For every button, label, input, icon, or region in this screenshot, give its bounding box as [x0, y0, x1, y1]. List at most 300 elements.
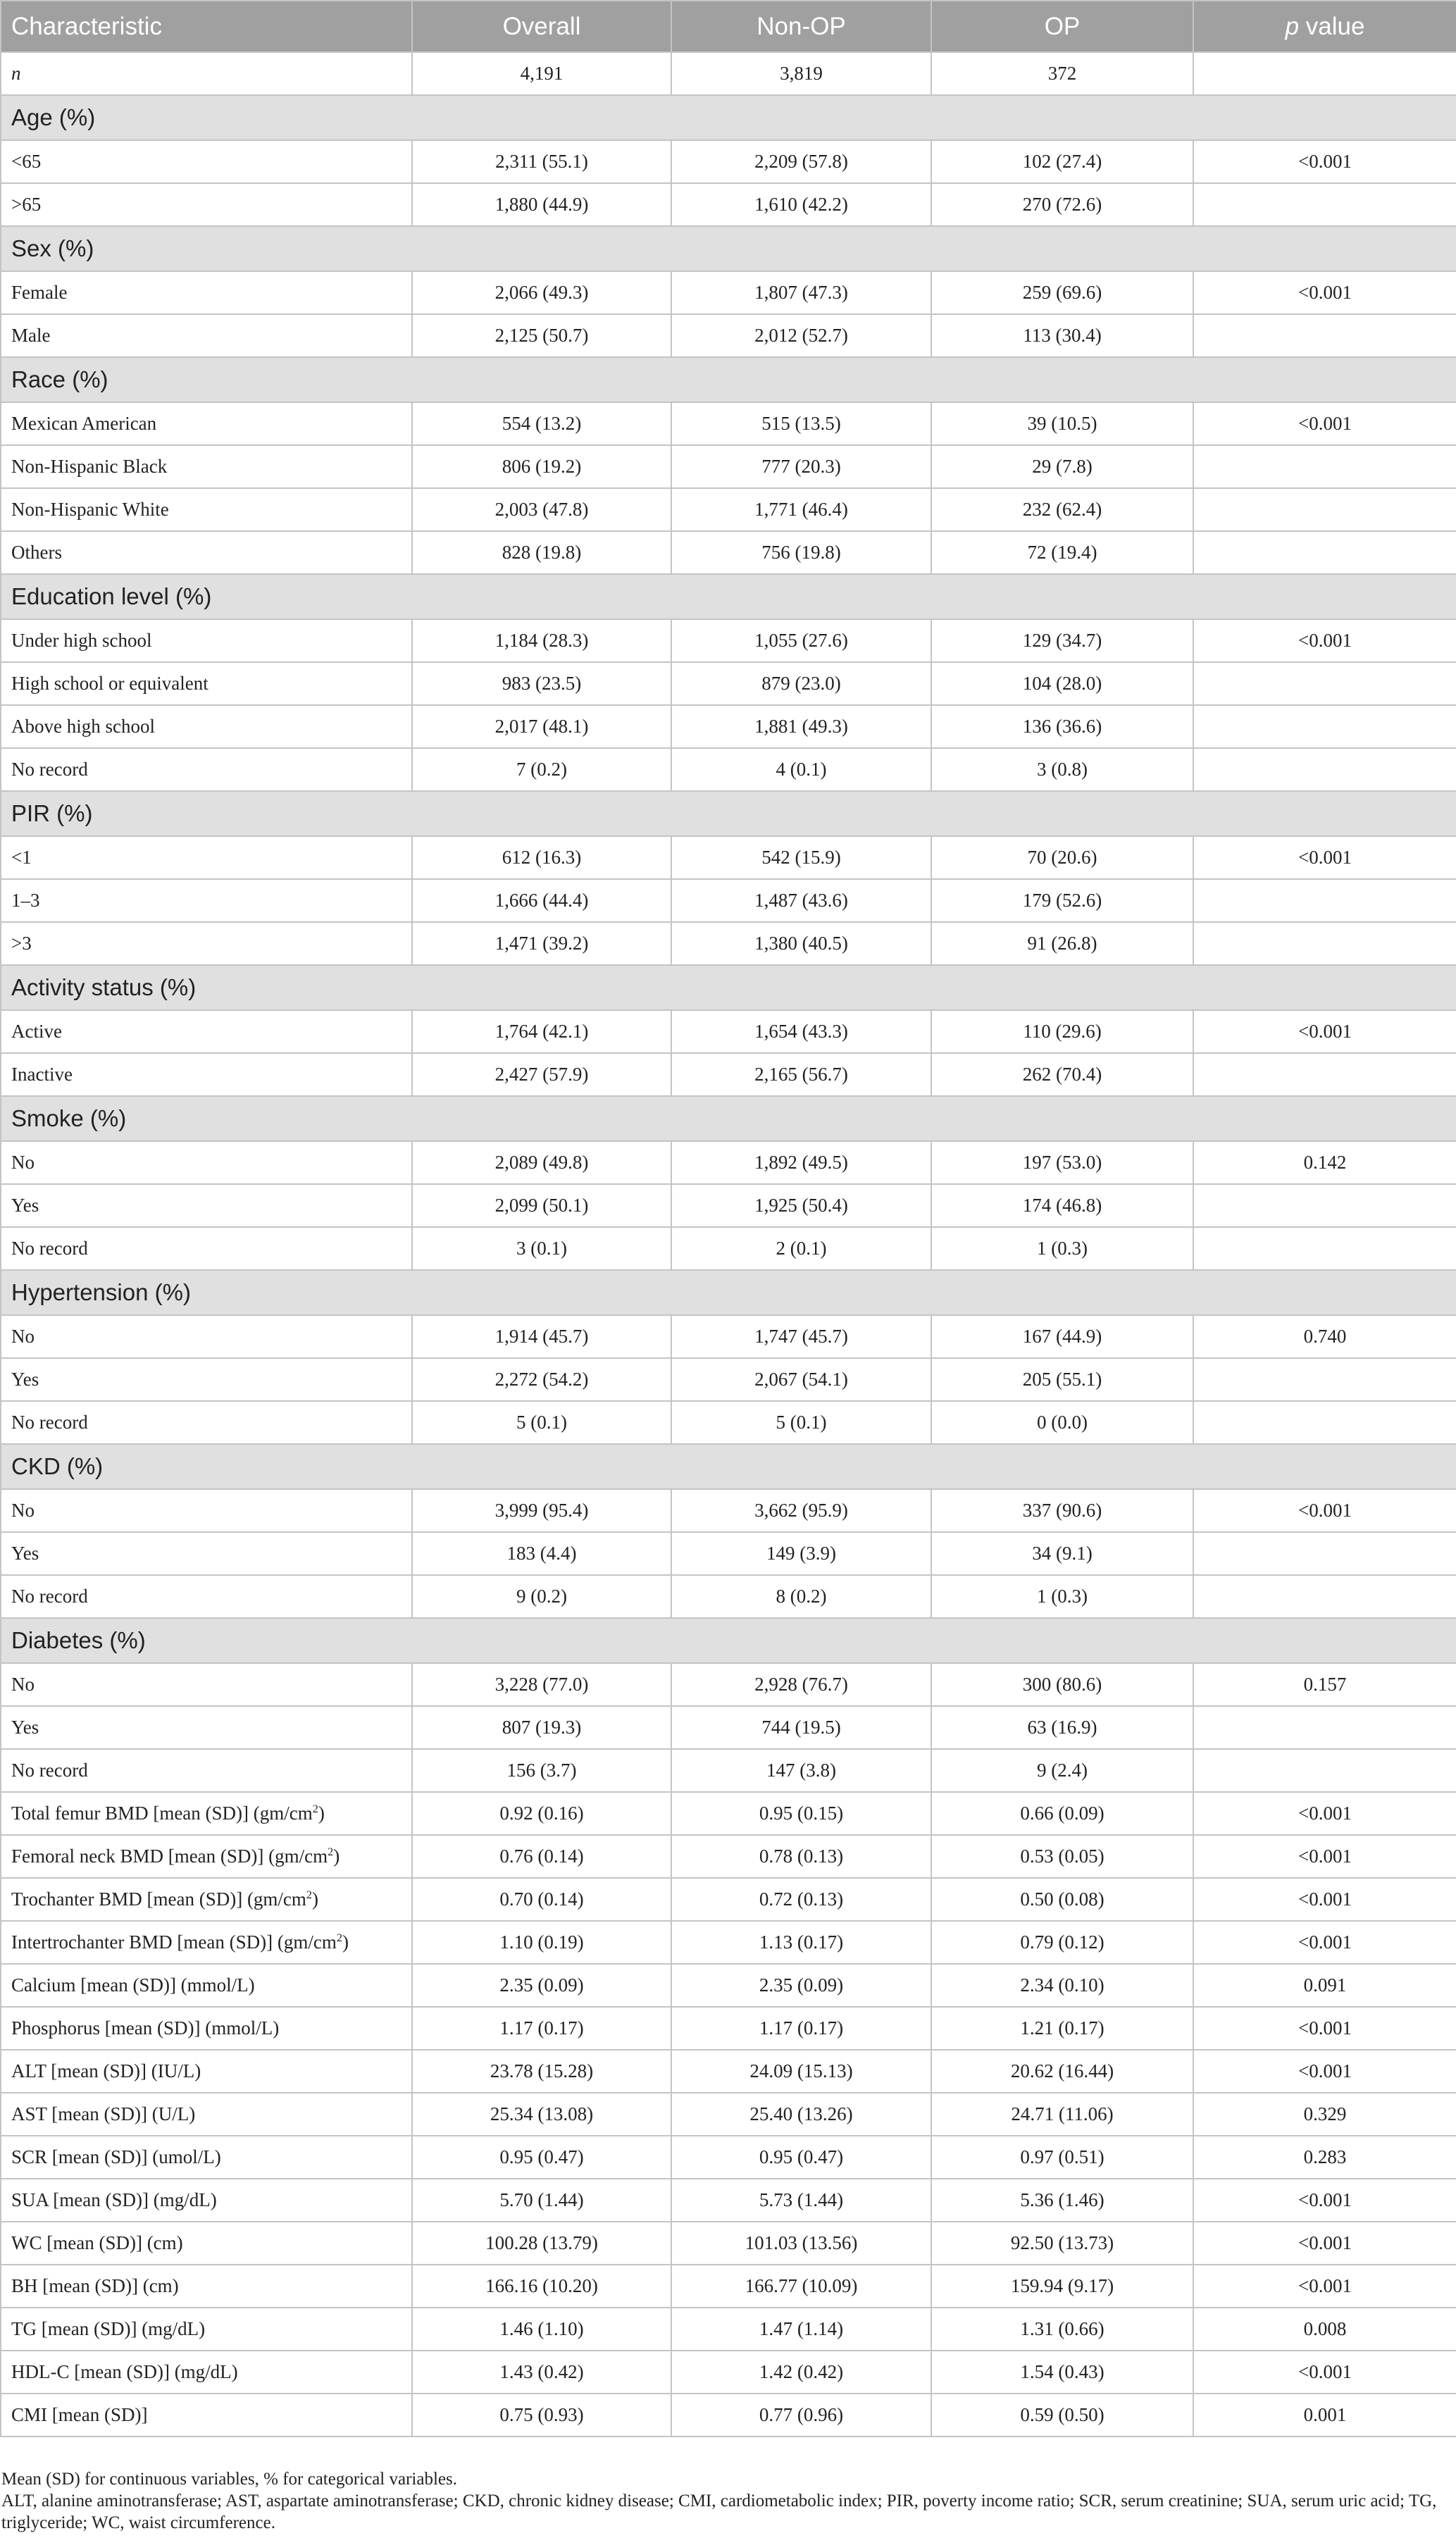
table-row	[1, 1141, 1456, 1184]
non-op-cell: 1,892 (49.5)	[671, 1141, 931, 1184]
non-op-cell: 147 (3.8)	[671, 1749, 931, 1792]
p-value-cell	[1193, 445, 1456, 488]
row-label-text: No	[11, 1500, 35, 1521]
row-label-text: >3	[11, 933, 32, 954]
overall-cell: 5 (0.1)	[412, 1401, 671, 1444]
op-cell: 104 (28.0)	[931, 662, 1193, 705]
overall-cell: 5.70 (1.44)	[412, 2179, 671, 2222]
row-label-text: WC [mean (SD)] (cm)	[11, 2232, 183, 2253]
row-label	[1, 2179, 412, 2222]
non-op-cell: 744 (19.5)	[671, 1706, 931, 1749]
p-value-cell: <0.001	[1193, 2351, 1456, 2394]
non-op-cell: 5 (0.1)	[671, 1401, 931, 1444]
row-label-suffix: )	[312, 1888, 319, 1910]
op-cell: 0.97 (0.51)	[931, 2136, 1193, 2179]
overall-cell: 806 (19.2)	[412, 445, 671, 488]
overall-cell: 828 (19.8)	[412, 531, 671, 574]
op-cell: 1 (0.3)	[931, 1227, 1193, 1270]
table-row	[1, 2394, 1456, 2437]
row-label-text: No record	[11, 1586, 88, 1607]
row-label-text: Under high school	[11, 630, 152, 651]
table-row	[1, 836, 1456, 879]
overall-cell: 0.76 (0.14)	[412, 1835, 671, 1878]
row-label	[1, 2265, 412, 2308]
op-cell: 1.21 (0.17)	[931, 2007, 1193, 2050]
group-header-row	[1, 357, 1456, 402]
table-row	[1, 1792, 1456, 1835]
row-label-text: High school or equivalent	[11, 673, 209, 694]
overall-cell: 1.43 (0.42)	[412, 2351, 671, 2394]
p-value-cell: <0.001	[1193, 140, 1456, 183]
overall-cell: 9 (0.2)	[412, 1575, 671, 1618]
op-cell: 1.31 (0.66)	[931, 2308, 1193, 2351]
row-label	[1, 271, 412, 314]
non-op-cell: 2.35 (0.09)	[671, 1964, 931, 2007]
row-label	[1, 1053, 412, 1096]
table-row	[1, 619, 1456, 662]
p-value-cell: 0.091	[1193, 1964, 1456, 2007]
non-op-cell: 2,928 (76.7)	[671, 1663, 931, 1706]
row-label	[1, 1010, 412, 1053]
p-value-cell: 0.740	[1193, 1315, 1456, 1358]
overall-cell: 2,311 (55.1)	[412, 140, 671, 183]
p-value-cell	[1193, 183, 1456, 226]
table-row	[1, 1401, 1456, 1444]
table-row	[1, 1532, 1456, 1575]
row-label	[1, 2351, 412, 2394]
non-op-cell: 3,662 (95.9)	[671, 1489, 931, 1532]
row-label-text: 1–3	[11, 890, 40, 911]
overall-cell: 0.70 (0.14)	[412, 1878, 671, 1921]
p-value-cell	[1193, 1575, 1456, 1618]
table-row	[1, 271, 1456, 314]
non-op-cell: 1.17 (0.17)	[671, 2007, 931, 2050]
table-row	[1, 1489, 1456, 1532]
non-op-cell: 1,747 (45.7)	[671, 1315, 931, 1358]
op-cell: 72 (19.4)	[931, 531, 1193, 574]
table-row	[1, 2136, 1456, 2179]
row-label-text: No record	[11, 1238, 88, 1259]
p-value-cell	[1193, 1227, 1456, 1270]
op-cell: 159.94 (9.17)	[931, 2265, 1193, 2308]
overall-cell: 1.46 (1.10)	[412, 2308, 671, 2351]
row-label	[1, 1878, 412, 1921]
row-label-text: Inactive	[11, 1064, 73, 1085]
op-cell: 2.34 (0.10)	[931, 1964, 1193, 2007]
row-label-text: Others	[11, 542, 62, 563]
table-row	[1, 445, 1456, 488]
row-label-suffix: )	[342, 1931, 349, 1953]
op-cell: 92.50 (13.73)	[931, 2222, 1193, 2265]
p-value-cell: <0.001	[1193, 2179, 1456, 2222]
header-characteristic: Characteristic	[1, 1, 412, 52]
op-cell: 197 (53.0)	[931, 1141, 1193, 1184]
row-label-text: Mexican American	[11, 413, 157, 434]
op-cell: 70 (20.6)	[931, 836, 1193, 879]
non-op-cell: 542 (15.9)	[671, 836, 931, 879]
group-header-row	[1, 1270, 1456, 1315]
group-title: Sex (%)	[1, 226, 1456, 271]
p-value-cell	[1193, 1532, 1456, 1575]
non-op-cell: 1,771 (46.4)	[671, 488, 931, 531]
p-value-cell: <0.001	[1193, 1878, 1456, 1921]
non-op-cell: 2 (0.1)	[671, 1227, 931, 1270]
table-row	[1, 1878, 1456, 1921]
row-label	[1, 183, 412, 226]
p-value-cell	[1193, 879, 1456, 922]
p-value-cell: <0.001	[1193, 1010, 1456, 1053]
row-label	[1, 619, 412, 662]
table-row	[1, 1706, 1456, 1749]
row-label	[1, 1749, 412, 1792]
overall-cell: 0.92 (0.16)	[412, 1792, 671, 1835]
table-row	[1, 1964, 1456, 2007]
non-op-cell: 1,380 (40.5)	[671, 922, 931, 965]
table-row	[1, 1315, 1456, 1358]
row-label-text: Total femur BMD [mean (SD)] (gm/cm	[11, 1803, 313, 1824]
row-label-text: No	[11, 1152, 35, 1173]
row-label-text: SCR [mean (SD)] (umol/L)	[11, 2146, 221, 2167]
p-value-cell: <0.001	[1193, 402, 1456, 445]
op-cell: 24.71 (11.06)	[931, 2093, 1193, 2136]
non-op-cell: 2,165 (56.7)	[671, 1053, 931, 1096]
overall-cell: 156 (3.7)	[412, 1749, 671, 1792]
table-row	[1, 879, 1456, 922]
op-cell: 113 (30.4)	[931, 314, 1193, 357]
non-op-cell: 3,819	[671, 52, 931, 95]
header-p-suffix: value	[1299, 12, 1365, 40]
overall-cell: 1,914 (45.7)	[412, 1315, 671, 1358]
group-title: Diabetes (%)	[1, 1618, 1456, 1663]
p-value-cell	[1193, 1358, 1456, 1401]
table-row	[1, 2007, 1456, 2050]
p-value-cell	[1193, 662, 1456, 705]
header-non-op: Non-OP	[671, 1, 931, 52]
table-row	[1, 1053, 1456, 1096]
row-label-text: No	[11, 1674, 35, 1695]
row-label-text: Trochanter BMD [mean (SD)] (gm/cm	[11, 1888, 306, 1910]
op-cell: 29 (7.8)	[931, 445, 1193, 488]
table-row	[1, 2308, 1456, 2351]
non-op-cell: 0.95 (0.47)	[671, 2136, 931, 2179]
non-op-cell: 149 (3.9)	[671, 1532, 931, 1575]
row-label-text: <1	[11, 847, 32, 868]
row-label	[1, 2308, 412, 2351]
group-title: Age (%)	[1, 95, 1456, 140]
row-label	[1, 1141, 412, 1184]
unit-superscript: 2	[336, 1931, 342, 1944]
non-op-cell: 756 (19.8)	[671, 531, 931, 574]
overall-cell: 7 (0.2)	[412, 748, 671, 791]
row-label	[1, 2093, 412, 2136]
table-row	[1, 2222, 1456, 2265]
table-row	[1, 1663, 1456, 1706]
non-op-cell: 1.42 (0.42)	[671, 2351, 931, 2394]
group-title: Activity status (%)	[1, 965, 1456, 1010]
row-label-suffix: )	[318, 1803, 325, 1824]
overall-cell: 2,099 (50.1)	[412, 1184, 671, 1227]
non-op-cell: 1.47 (1.14)	[671, 2308, 931, 2351]
row-label-text: No record	[11, 1760, 88, 1781]
p-value-cell: <0.001	[1193, 619, 1456, 662]
non-op-cell: 1,654 (43.3)	[671, 1010, 931, 1053]
row-label	[1, 1706, 412, 1749]
table-row	[1, 662, 1456, 705]
table-row	[1, 2179, 1456, 2222]
row-label-text: BH [mean (SD)] (cm)	[11, 2275, 179, 2296]
op-cell: 39 (10.5)	[931, 402, 1193, 445]
group-title: Hypertension (%)	[1, 1270, 1456, 1315]
non-op-cell: 2,209 (57.8)	[671, 140, 931, 183]
overall-cell: 1,764 (42.1)	[412, 1010, 671, 1053]
p-value-cell	[1193, 1749, 1456, 1792]
op-cell: 1.54 (0.43)	[931, 2351, 1193, 2394]
row-label	[1, 1358, 412, 1401]
non-op-cell: 2,012 (52.7)	[671, 314, 931, 357]
row-label-text: Non-Hispanic White	[11, 499, 169, 520]
row-label-text: SUA [mean (SD)] (mg/dL)	[11, 2189, 217, 2210]
non-op-cell: 0.95 (0.15)	[671, 1792, 931, 1835]
row-label-text: Calcium [mean (SD)] (mmol/L)	[11, 1974, 255, 1996]
p-value-cell: <0.001	[1193, 2050, 1456, 2093]
non-op-cell: 515 (13.5)	[671, 402, 931, 445]
overall-cell: 183 (4.4)	[412, 1532, 671, 1575]
op-cell: 0.53 (0.05)	[931, 1835, 1193, 1878]
row-label-text: Femoral neck BMD [mean (SD)] (gm/cm	[11, 1846, 328, 1867]
overall-cell: 166.16 (10.20)	[412, 2265, 671, 2308]
overall-cell: 1,184 (28.3)	[412, 619, 671, 662]
overall-cell: 4,191	[412, 52, 671, 95]
row-label-text: Non-Hispanic Black	[11, 456, 168, 477]
overall-cell: 807 (19.3)	[412, 1706, 671, 1749]
table-row	[1, 748, 1456, 791]
row-label-text: Male	[11, 325, 51, 346]
p-value-cell	[1193, 1706, 1456, 1749]
row-label-text: No	[11, 1326, 35, 1347]
table-row	[1, 2351, 1456, 2394]
op-cell: 179 (52.6)	[931, 879, 1193, 922]
p-value-cell: <0.001	[1193, 1792, 1456, 1835]
group-title: Education level (%)	[1, 574, 1456, 619]
row-label-text: Yes	[11, 1543, 39, 1564]
p-value-cell: <0.001	[1193, 2222, 1456, 2265]
row-label-text: Above high school	[11, 716, 155, 737]
overall-cell: 3,999 (95.4)	[412, 1489, 671, 1532]
group-title: Race (%)	[1, 357, 1456, 402]
row-label	[1, 314, 412, 357]
group-header-row	[1, 1618, 1456, 1663]
table-row	[1, 1921, 1456, 1964]
row-label-text: n	[11, 63, 21, 84]
non-op-cell: 777 (20.3)	[671, 445, 931, 488]
row-label	[1, 1575, 412, 1618]
row-label	[1, 2136, 412, 2179]
non-op-cell: 0.77 (0.96)	[671, 2394, 931, 2437]
row-label	[1, 2050, 412, 2093]
table-row	[1, 52, 1456, 95]
row-label	[1, 705, 412, 748]
non-op-cell: 101.03 (13.56)	[671, 2222, 931, 2265]
row-label-text: Intertrochanter BMD [mean (SD)] (gm/cm	[11, 1931, 337, 1953]
group-header-row	[1, 965, 1456, 1010]
table-row	[1, 2050, 1456, 2093]
unit-superscript: 2	[312, 1803, 318, 1815]
overall-cell: 25.34 (13.08)	[412, 2093, 671, 2136]
p-value-cell: 0.157	[1193, 1663, 1456, 1706]
table-row	[1, 922, 1456, 965]
op-cell: 110 (29.6)	[931, 1010, 1193, 1053]
table-header	[1, 1, 1456, 52]
row-label	[1, 879, 412, 922]
overall-cell: 0.75 (0.93)	[412, 2394, 671, 2437]
row-label	[1, 52, 412, 95]
non-op-cell: 1.13 (0.17)	[671, 1921, 931, 1964]
non-op-cell: 0.72 (0.13)	[671, 1878, 931, 1921]
op-cell: 232 (62.4)	[931, 488, 1193, 531]
row-label-text: AST [mean (SD)] (U/L)	[11, 2103, 196, 2124]
group-header-row	[1, 95, 1456, 140]
row-label	[1, 140, 412, 183]
overall-cell: 2,017 (48.1)	[412, 705, 671, 748]
overall-cell: 612 (16.3)	[412, 836, 671, 879]
op-cell: 174 (46.8)	[931, 1184, 1193, 1227]
op-cell: 3 (0.8)	[931, 748, 1193, 791]
row-label-suffix: )	[333, 1846, 340, 1867]
row-label-text: ALT [mean (SD)] (IU/L)	[11, 2060, 201, 2082]
row-label	[1, 1532, 412, 1575]
header-overall: Overall	[412, 1, 671, 52]
row-label-text: HDL-C [mean (SD)] (mg/dL)	[11, 2361, 238, 2382]
op-cell: 102 (27.4)	[931, 140, 1193, 183]
table-row	[1, 1749, 1456, 1792]
table-row	[1, 531, 1456, 574]
p-value-cell	[1193, 1053, 1456, 1096]
overall-cell: 1.10 (0.19)	[412, 1921, 671, 1964]
overall-cell: 23.78 (15.28)	[412, 2050, 671, 2093]
header-p-value	[1193, 1, 1456, 52]
row-label	[1, 922, 412, 965]
group-header-row	[1, 226, 1456, 271]
op-cell: 372	[931, 52, 1193, 95]
non-op-cell: 166.77 (10.09)	[671, 2265, 931, 2308]
group-header-row	[1, 574, 1456, 619]
group-title: CKD (%)	[1, 1444, 1456, 1489]
group-header-row	[1, 1444, 1456, 1489]
op-cell: 0.59 (0.50)	[931, 2394, 1193, 2437]
row-label	[1, 1921, 412, 1964]
row-label	[1, 1792, 412, 1835]
group-header-row	[1, 1096, 1456, 1141]
header-op: OP	[931, 1, 1193, 52]
non-op-cell: 1,055 (27.6)	[671, 619, 931, 662]
non-op-cell: 24.09 (15.13)	[671, 2050, 931, 2093]
p-value-cell: 0.008	[1193, 2308, 1456, 2351]
row-label	[1, 748, 412, 791]
overall-cell: 1,880 (44.9)	[412, 183, 671, 226]
op-cell: 0.66 (0.09)	[931, 1792, 1193, 1835]
row-label-text: Active	[11, 1021, 62, 1042]
overall-cell: 2,125 (50.7)	[412, 314, 671, 357]
footnote-line: ALT, alanine aminotransferase; AST, aspartate aminotransferase; CKD, chronic kidney disease; CMI, cardiometabolic index; PIR, poverty income ratio; SCR, serum creatinine; SUA, serum uric acid; TG, triglyceride; WC, waist circumference.	[1, 2491, 1437, 2532]
op-cell: 20.62 (16.44)	[931, 2050, 1193, 2093]
op-cell: 1 (0.3)	[931, 1575, 1193, 1618]
table-row	[1, 488, 1456, 531]
row-label	[1, 1489, 412, 1532]
op-cell: 270 (72.6)	[931, 183, 1193, 226]
p-value-cell	[1193, 705, 1456, 748]
overall-cell: 2,003 (47.8)	[412, 488, 671, 531]
row-label-text: >65	[11, 194, 42, 215]
table-row	[1, 183, 1456, 226]
non-op-cell: 0.78 (0.13)	[671, 1835, 931, 1878]
row-label	[1, 1227, 412, 1270]
non-op-cell: 8 (0.2)	[671, 1575, 931, 1618]
row-label	[1, 2007, 412, 2050]
row-label-text: CMI [mean (SD)]	[11, 2404, 148, 2425]
row-label-text: Yes	[11, 1717, 39, 1738]
overall-cell: 554 (13.2)	[412, 402, 671, 445]
row-label	[1, 488, 412, 531]
op-cell: 262 (70.4)	[931, 1053, 1193, 1096]
table-row	[1, 2093, 1456, 2136]
table-row	[1, 705, 1456, 748]
row-label	[1, 662, 412, 705]
overall-cell: 3,228 (77.0)	[412, 1663, 671, 1706]
p-value-cell: <0.001	[1193, 2265, 1456, 2308]
table-body	[1, 52, 1456, 2437]
op-cell: 337 (90.6)	[931, 1489, 1193, 1532]
op-cell: 0 (0.0)	[931, 1401, 1193, 1444]
overall-cell: 1,471 (39.2)	[412, 922, 671, 965]
group-header-row	[1, 791, 1456, 836]
table-row	[1, 140, 1456, 183]
group-title: Smoke (%)	[1, 1096, 1456, 1141]
table-row	[1, 402, 1456, 445]
op-cell: 9 (2.4)	[931, 1749, 1193, 1792]
non-op-cell: 1,807 (47.3)	[671, 271, 931, 314]
p-value-cell	[1193, 531, 1456, 574]
overall-cell: 2,066 (49.3)	[412, 271, 671, 314]
non-op-cell: 5.73 (1.44)	[671, 2179, 931, 2222]
p-value-cell: 0.283	[1193, 2136, 1456, 2179]
row-label	[1, 531, 412, 574]
op-cell: 259 (69.6)	[931, 271, 1193, 314]
p-value-cell: <0.001	[1193, 836, 1456, 879]
op-cell: 205 (55.1)	[931, 1358, 1193, 1401]
overall-cell: 983 (23.5)	[412, 662, 671, 705]
row-label-text: Phosphorus [mean (SD)] (mmol/L)	[11, 2017, 280, 2039]
p-value-cell: 0.329	[1193, 2093, 1456, 2136]
header-p-letter: p	[1285, 12, 1300, 40]
non-op-cell: 2,067 (54.1)	[671, 1358, 931, 1401]
row-label-text: No record	[11, 759, 88, 780]
non-op-cell: 1,487 (43.6)	[671, 879, 931, 922]
p-value-cell: <0.001	[1193, 2007, 1456, 2050]
p-value-cell	[1193, 1401, 1456, 1444]
row-label	[1, 1315, 412, 1358]
table-row	[1, 1575, 1456, 1618]
table-row	[1, 1358, 1456, 1401]
p-value-cell	[1193, 748, 1456, 791]
op-cell: 136 (36.6)	[931, 705, 1193, 748]
group-title: PIR (%)	[1, 791, 1456, 836]
p-value-cell: 0.142	[1193, 1141, 1456, 1184]
p-value-cell	[1193, 52, 1456, 95]
table-footnotes	[0, 2468, 1456, 2534]
p-value-cell	[1193, 314, 1456, 357]
overall-cell: 2,272 (54.2)	[412, 1358, 671, 1401]
op-cell: 300 (80.6)	[931, 1663, 1193, 1706]
